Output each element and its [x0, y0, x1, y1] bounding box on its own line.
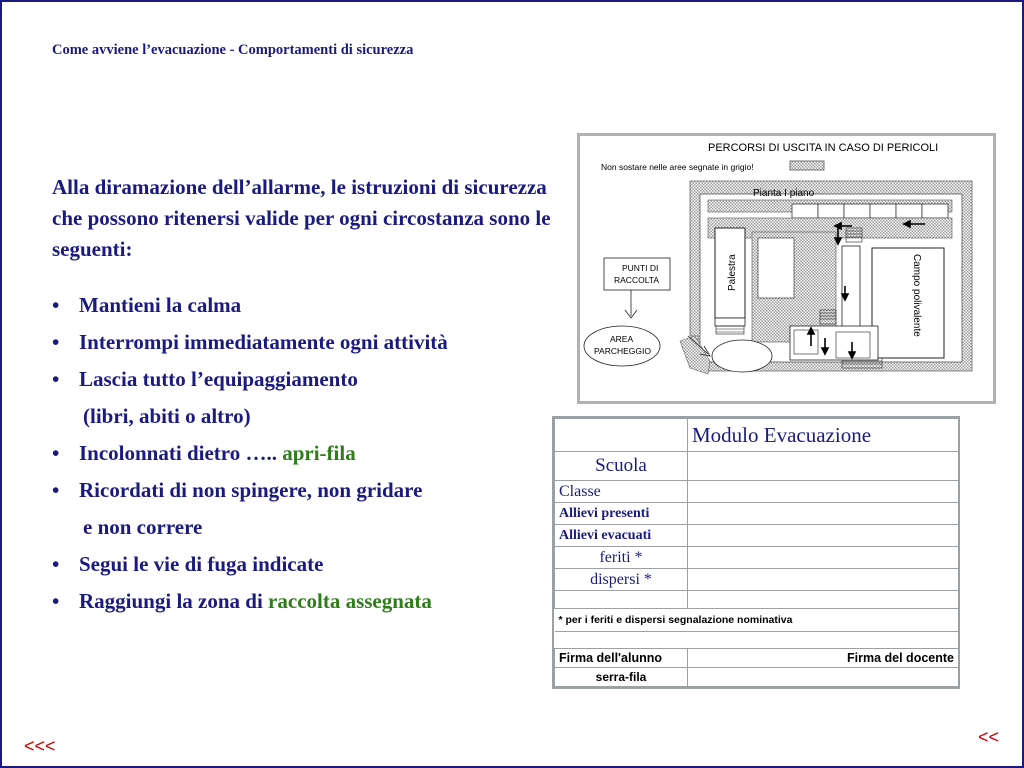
list-item: • Interrompi immediatamente ogni attività: [52, 330, 448, 354]
slide-title: Come avviene l’evacuazione - Comportamenti di sicurezza: [52, 42, 414, 58]
list-item: • Ricordati di non spingere, non gridare: [52, 478, 423, 502]
assembly-label-1: PUNTI DI: [622, 263, 659, 273]
list-item: • Segui le vie di fuga indicate: [52, 552, 324, 576]
list-item-continuation: e non correre: [83, 515, 203, 539]
injured-value: [688, 547, 959, 569]
intro-paragraph: Alla diramazione dell’allarme, le istruzioni di sicurezza che possono ritenersi valide per ogni circostanza sono le seguenti:: [52, 175, 551, 261]
assembly-label-2: RACCOLTA: [614, 275, 660, 285]
present-label: Allievi presenti: [555, 503, 688, 525]
previous-slide-link[interactable]: <<<: [24, 736, 56, 756]
list-item: • Incolonnati dietro ….. apri-fila: [52, 441, 356, 465]
gym-label: Palestra: [727, 254, 738, 291]
closer-value: [688, 668, 959, 687]
school-value: [688, 452, 959, 481]
floor-label: Pianta I piano: [753, 188, 815, 199]
missing-label: dispersi *: [555, 569, 688, 591]
highlight-text: apri-fila: [282, 441, 356, 465]
parking-label-1: AREA: [610, 334, 634, 344]
back-link[interactable]: <<: [978, 727, 1000, 747]
highlight-text: raccolta assegnata: [268, 589, 432, 613]
evacuated-value: [688, 525, 959, 547]
closer-label: serra-fila: [555, 668, 688, 687]
safety-instructions-list: [52, 290, 532, 623]
class-value: [688, 481, 959, 503]
parking-label-2: PARCHEGGIO: [594, 346, 651, 356]
evacuation-form: [552, 416, 960, 689]
student-signature-label: Firma dell'alunno: [555, 649, 688, 668]
evacuated-label: Allievi evacuati: [555, 525, 688, 547]
evacuation-map: [577, 133, 996, 404]
list-item-continuation: (libri, abiti o altro): [83, 404, 251, 428]
map-note: Non sostare nelle aree segnate in grigio!: [601, 162, 754, 172]
field-label: Campo polivalente: [911, 254, 922, 337]
missing-value: [688, 569, 959, 591]
injured-label: feriti *: [555, 547, 688, 569]
present-value: [688, 503, 959, 525]
form-footnote: * per i feriti e dispersi segnalazione nominativa: [555, 609, 959, 632]
list-item: • Lascia tutto l’equipaggiamento: [52, 367, 358, 391]
form-title: Modulo Evacuazione: [688, 419, 959, 452]
map-header: PERCORSI DI USCITA IN CASO DI PERICOLI: [708, 142, 939, 154]
teacher-signature-label: Firma del docente: [688, 649, 959, 668]
school-label: Scuola: [555, 452, 688, 481]
list-item: • Raggiungi la zona di raccolta assegnata: [52, 589, 432, 613]
class-label: Classe: [555, 481, 688, 503]
list-item: • Mantieni la calma: [52, 293, 242, 317]
form-corner-cell: [555, 419, 688, 452]
